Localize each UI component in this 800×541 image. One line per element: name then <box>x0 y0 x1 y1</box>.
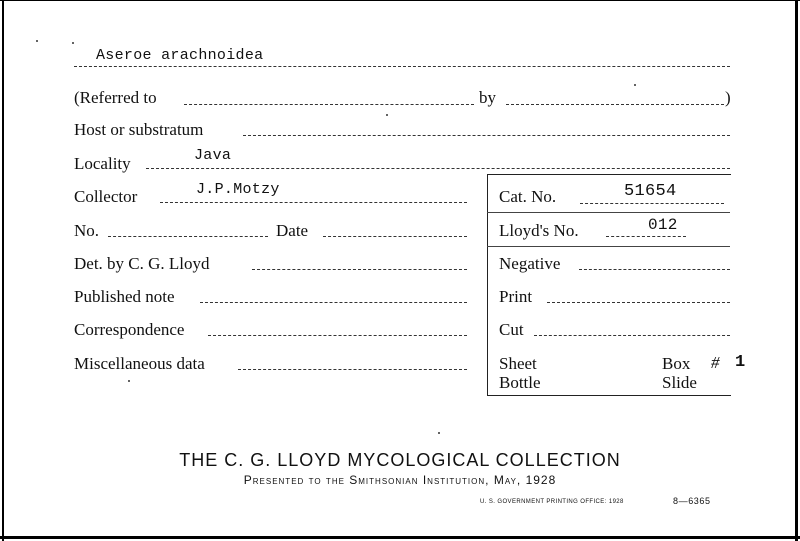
card-top-border <box>0 0 800 1</box>
lloyds-no-value: 012 <box>648 216 678 234</box>
collector-value: J.P.Motzy <box>196 181 280 198</box>
print-label: Print <box>499 287 533 306</box>
date-label: Date <box>276 221 309 240</box>
card-bottom-border <box>0 536 800 539</box>
published-note-line <box>200 302 467 303</box>
specimen-name: Aseroe arachnoidea <box>96 47 264 64</box>
box-label: Box <box>662 354 691 373</box>
scan-speck <box>36 40 38 42</box>
negative-label: Negative <box>499 254 561 273</box>
host-label: Host or substratum <box>74 120 204 139</box>
catalog-divider-1 <box>487 212 730 213</box>
scan-speck <box>386 114 388 116</box>
negative-line <box>579 269 730 270</box>
no-label: No. <box>74 221 100 240</box>
locality-label: Locality <box>74 154 131 173</box>
slide-label: Slide <box>662 373 697 392</box>
locality-value: Java <box>194 147 232 164</box>
form-code: 8—6365 <box>673 496 711 506</box>
collection-subtitle: Presented to the Smithsonian Institution, May, 1928 <box>243 473 557 487</box>
det-line <box>252 269 467 270</box>
misc-data-line <box>238 369 467 370</box>
box-number: 1 <box>735 353 746 372</box>
print-line <box>547 302 730 303</box>
referred-to-label: (Referred to <box>74 88 157 107</box>
close-paren: ) <box>725 88 731 107</box>
printing-office-note: U. S. GOVERNMENT PRINTING OFFICE: 1928 <box>480 499 624 505</box>
cat-no-value: 51654 <box>624 182 677 201</box>
collector-label: Collector <box>74 187 138 206</box>
locality-line <box>146 168 730 169</box>
cat-no-label: Cat. No. <box>499 187 557 206</box>
scan-speck <box>72 42 74 44</box>
scan-speck <box>438 432 440 434</box>
bottle-label: Bottle <box>499 373 541 392</box>
published-note-label: Published note <box>74 287 175 306</box>
collector-line <box>160 202 467 203</box>
referred-to-line <box>184 104 474 105</box>
cat-no-line <box>580 203 724 204</box>
scan-speck <box>128 380 130 382</box>
correspondence-label: Correspondence <box>74 320 185 339</box>
correspondence-line <box>208 335 467 336</box>
no-line <box>108 236 268 237</box>
specimen-name-line <box>74 66 730 67</box>
cut-label: Cut <box>499 320 524 339</box>
by-label: by <box>479 88 496 107</box>
collection-title: THE C. G. LLOYD MYCOLOGICAL COLLECTION <box>179 450 621 470</box>
by-line <box>506 104 724 105</box>
det-label: Det. by C. G. Lloyd <box>74 254 210 273</box>
date-line <box>323 236 467 237</box>
sheet-label: Sheet <box>499 354 537 373</box>
hash-mark: # <box>711 353 720 372</box>
catalog-divider-2 <box>487 246 730 247</box>
lloyds-no-label: Lloyd's No. <box>499 221 579 240</box>
misc-data-label: Miscellaneous data <box>74 354 205 373</box>
lloyds-no-line <box>606 236 686 237</box>
scan-speck <box>634 84 636 86</box>
cut-line <box>534 335 730 336</box>
host-line <box>243 135 730 136</box>
